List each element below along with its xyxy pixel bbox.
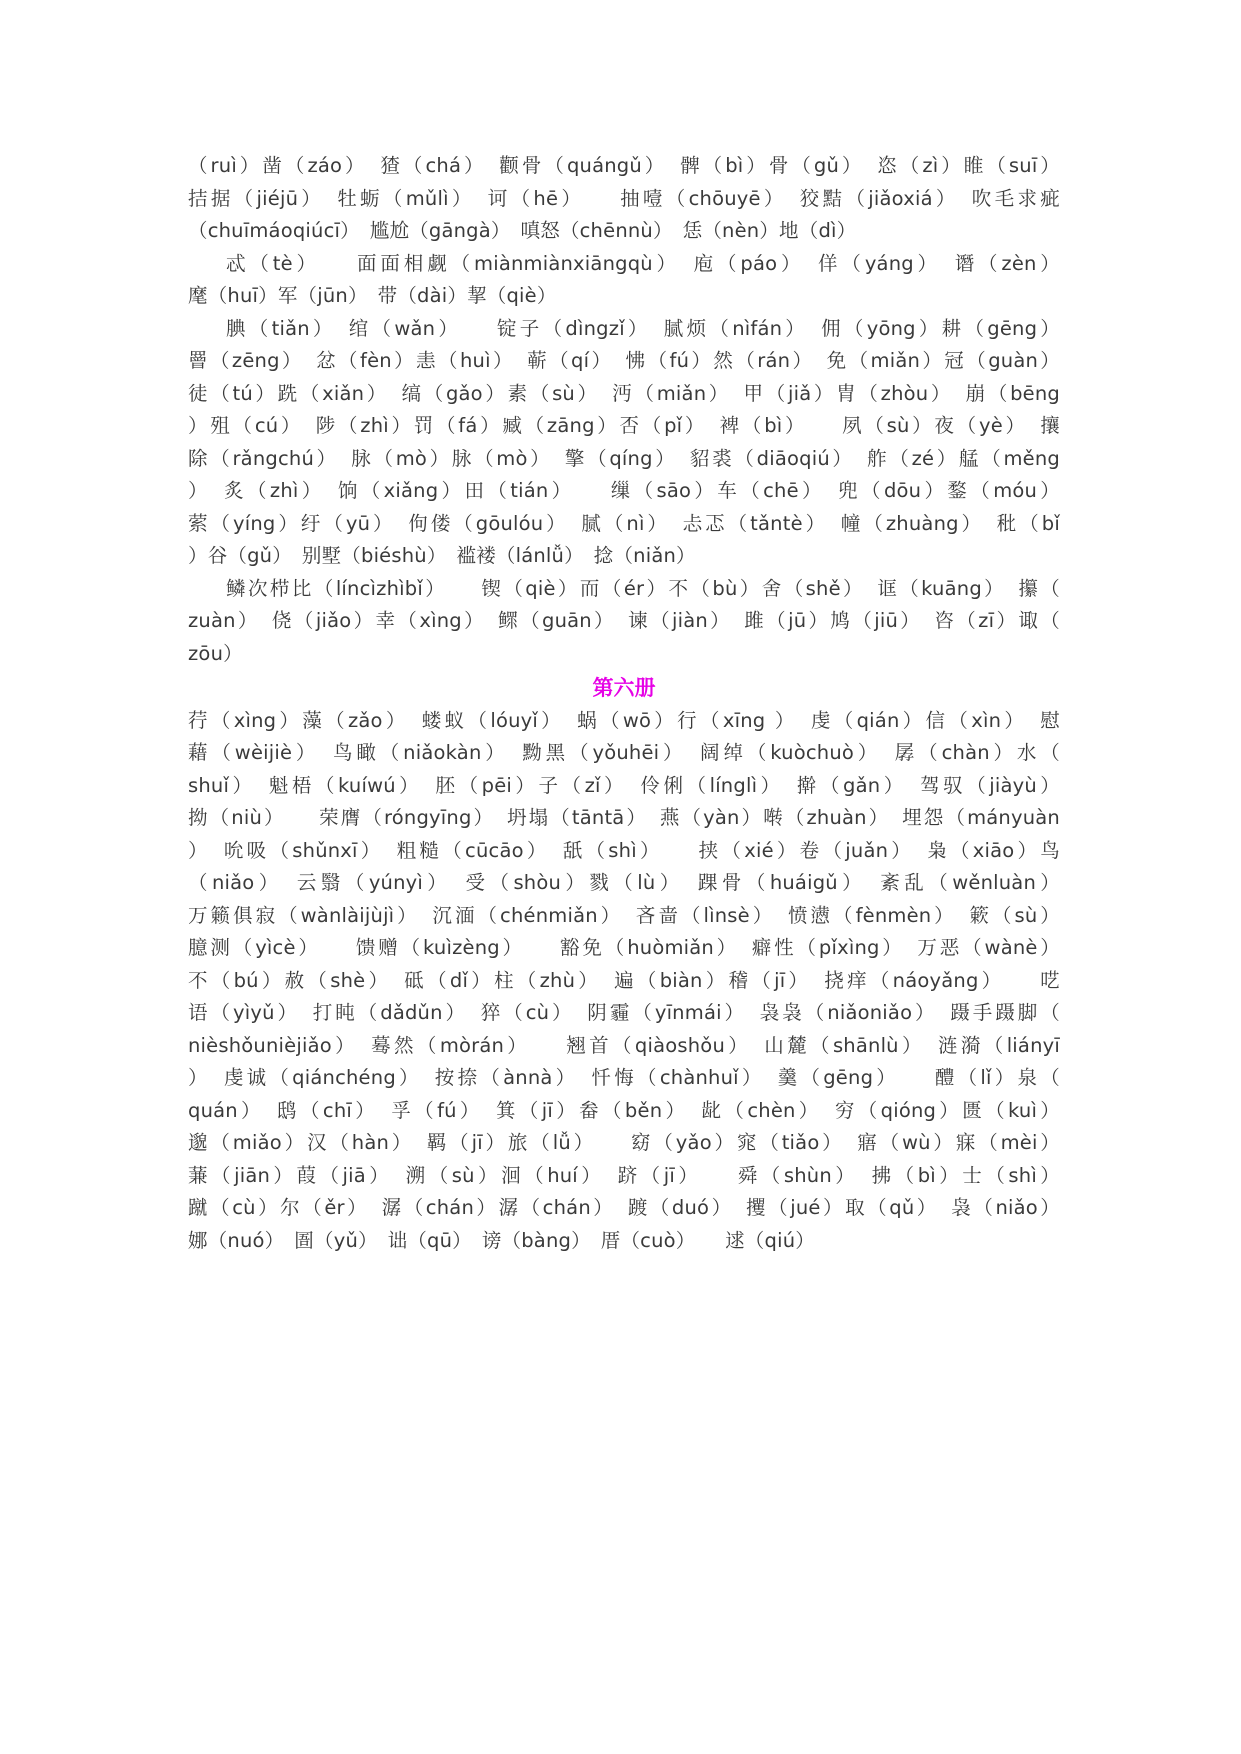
vocab-line: 蒹（jiān）葭（jiā） 溯（sù）洄（huí） 跻（jī） 舜（shùn） 拂（bì）士（shì） (188, 1163, 1060, 1187)
vocab-line: 麾（huī）军（jūn） 带（dài）挈（qiè） (188, 284, 557, 307)
vocab-line: 忒（tè） 面面相觑（miànmiànxiāngqù） 庖（páo） 佯（yáng） 谮（zèn） (226, 251, 1060, 275)
vocab-line: 不（bú）赦（shè） 砥（dǐ）柱（zhù） 遍（biàn）稽（jī） 挠痒（náoyǎng） 呓 (188, 968, 1060, 992)
vocab-line: zuàn） 侥（jiǎo）幸（xìng） 鳏（guān） 谏（jiàn） 雎（jū）鸠（jiū） 咨（zī）诹（ (188, 609, 1060, 632)
vocab-line: quán） 鸱（chī） 孚（fú） 箕（jī）畚（běn） 龀（chèn） 穷（qióng）匮（kuì） (188, 1098, 1060, 1122)
vocab-line: shuǐ） 魁梧（kuíwú） 胚（pēi）子（zǐ） 伶俐（línglì） 擀（gǎn） 驾驭（jiàyù） (188, 773, 1060, 797)
vocab-line: 邈（miǎo）汉（hàn） 羁（jī）旅（lǚ） 窈（yǎo）窕（tiǎo） 寤（wù）寐（mèi） (188, 1131, 1060, 1154)
vocab-line: ）殂（cú） 陟（zhì）罚（fá）臧（zāng）否（pǐ） 裨（bì） 夙（sù）夜（yè） 攘 (188, 414, 1060, 437)
vocab-line: （chuīmáoqiúcī） 尴尬（gāngà） 嗔怒（chēnnù） 恁（nèn）地（dì） (188, 219, 857, 242)
vocab-line: 徒（tú）跣（xiǎn） 缟（gǎo）素（sù） 沔（miǎn） 甲（jiǎ）胄（zhòu） 崩（bēng (188, 381, 1060, 405)
vocab-line: 蹴（cù）尔（ěr） 潺（chán）潺（chán） 踱（duó） 攫（jué）取（qǔ） 袅（niǎo） (188, 1196, 1060, 1219)
vocab-line: 万籁俱寂（wànlàijùjì） 沉湎（chénmiǎn） 吝啬（lìnsè） 愤懑（fènmèn） 簌（sù） (188, 903, 1060, 927)
vocab-line: ） 虔诚（qiánchéng） 按捺（ànnà） 忏悔（chànhuǐ） 羹（gēng） 醴（lǐ）泉（ (188, 1066, 1060, 1089)
vocab-line: （niǎo） 云翳（yúnyì） 受（shòu）戮（lù） 踝骨（huáigǔ） 紊乱（wěnluàn） (188, 871, 1060, 894)
section-fifth-vocab (188, 150, 1060, 670)
vocab-line: 藉（wèijiè） 鸟瞰（niǎokàn） 黝黑（yǒuhēi） 阔绰（kuòchuò） 孱（chàn）水（ (188, 741, 1060, 764)
section-sixth-vocab (188, 705, 1060, 1258)
section-title-sixth-volume: 第六册 (592, 676, 656, 700)
vocab-line: 鳞次栉比（líncìzhìbǐ） 锲（qiè）而（ér）不（bù）舍（shě） 诓（kuāng） 攥（ (226, 576, 1060, 600)
vocab-line: 臆测（yìcè） 馈赠（kuìzèng） 豁免（huòmiǎn） 癖性（pǐxìng） 万恶（wànè） (188, 936, 1060, 959)
vocab-line: 萦（yíng）纡（yū） 佝偻（gōulóu） 腻（nì） 忐忑（tǎntè） 幢（zhuàng） 秕（bǐ (188, 511, 1060, 535)
vocab-line: 罾（zēng） 忿（fèn）恚（huì） 蕲（qí） 怫（fú）然（rán） 免（miǎn）冠（guàn） (188, 349, 1060, 372)
vocab-line: 语（yìyǔ） 打盹（dǎdǔn） 猝（cù） 阴霾（yīnmái） 袅袅（niǎoniǎo） 蹑手蹑脚（ (188, 1001, 1060, 1024)
vocab-line: ） 吮吸（shǔnxī） 粗糙（cūcāo） 舐（shì） 挟（xié）卷（juǎn） 枭（xiāo）鸟 (188, 838, 1060, 862)
vocab-line: （ruì）凿（záo） 猹（chá） 颧骨（quángǔ） 髀（bì）骨（gǔ） 恣（zì）睢（suī） (188, 154, 1060, 177)
vocab-line: 荇（xìng）藻（zǎo） 蝼蚁（lóuyǐ） 蜗（wō）行（xīng ） 虔（qián）信（xìn） 慰 (188, 708, 1060, 732)
vocab-line: ）谷（gǔ） 别墅（biéshù） 褴褛（lánlǚ） 捻（niǎn） (188, 544, 696, 567)
vocab-line: ） 炙（zhì） 饷（xiǎng）田（tián） 缫（sāo）车（chē） 兜（dōu）鍪（móu） (188, 479, 1060, 502)
document-content (188, 150, 1060, 1257)
vocab-line: 拗（niù） 荣膺（róngyīng） 坍塌（tāntā） 燕（yàn）啭（zhuàn） 埋怨（mányuàn (188, 806, 1060, 829)
vocab-line: zōu） (188, 641, 243, 665)
vocab-line: 拮据（jiéjū） 牡蛎（mǔlì） 诃（hē） 抽噎（chōuyē） 狡黠（jiǎoxiá） 吹毛求疵 (188, 186, 1060, 210)
vocab-line: 腆（tiǎn） 绾（wǎn） 锭子（dìngzǐ） 腻烦（nìfán） 佣（yōng）耕（gēng） (226, 316, 1060, 340)
vocab-line: 娜（nuó） 圄（yǔ） 诎（qū） 谤（bàng） 厝（cuò） 逑（qiú） (188, 1228, 815, 1252)
vocab-line: 除（rǎngchú） 脉（mò）脉（mò） 擎（qíng） 貂裘（diāoqiú） 舴（zé）艋（měng (188, 446, 1060, 470)
vocab-line: nièshǒunièjiǎo） 蓦然（mòrán） 翘首（qiàoshǒu） 山麓（shānlù） 涟漪（liányī (188, 1033, 1060, 1057)
